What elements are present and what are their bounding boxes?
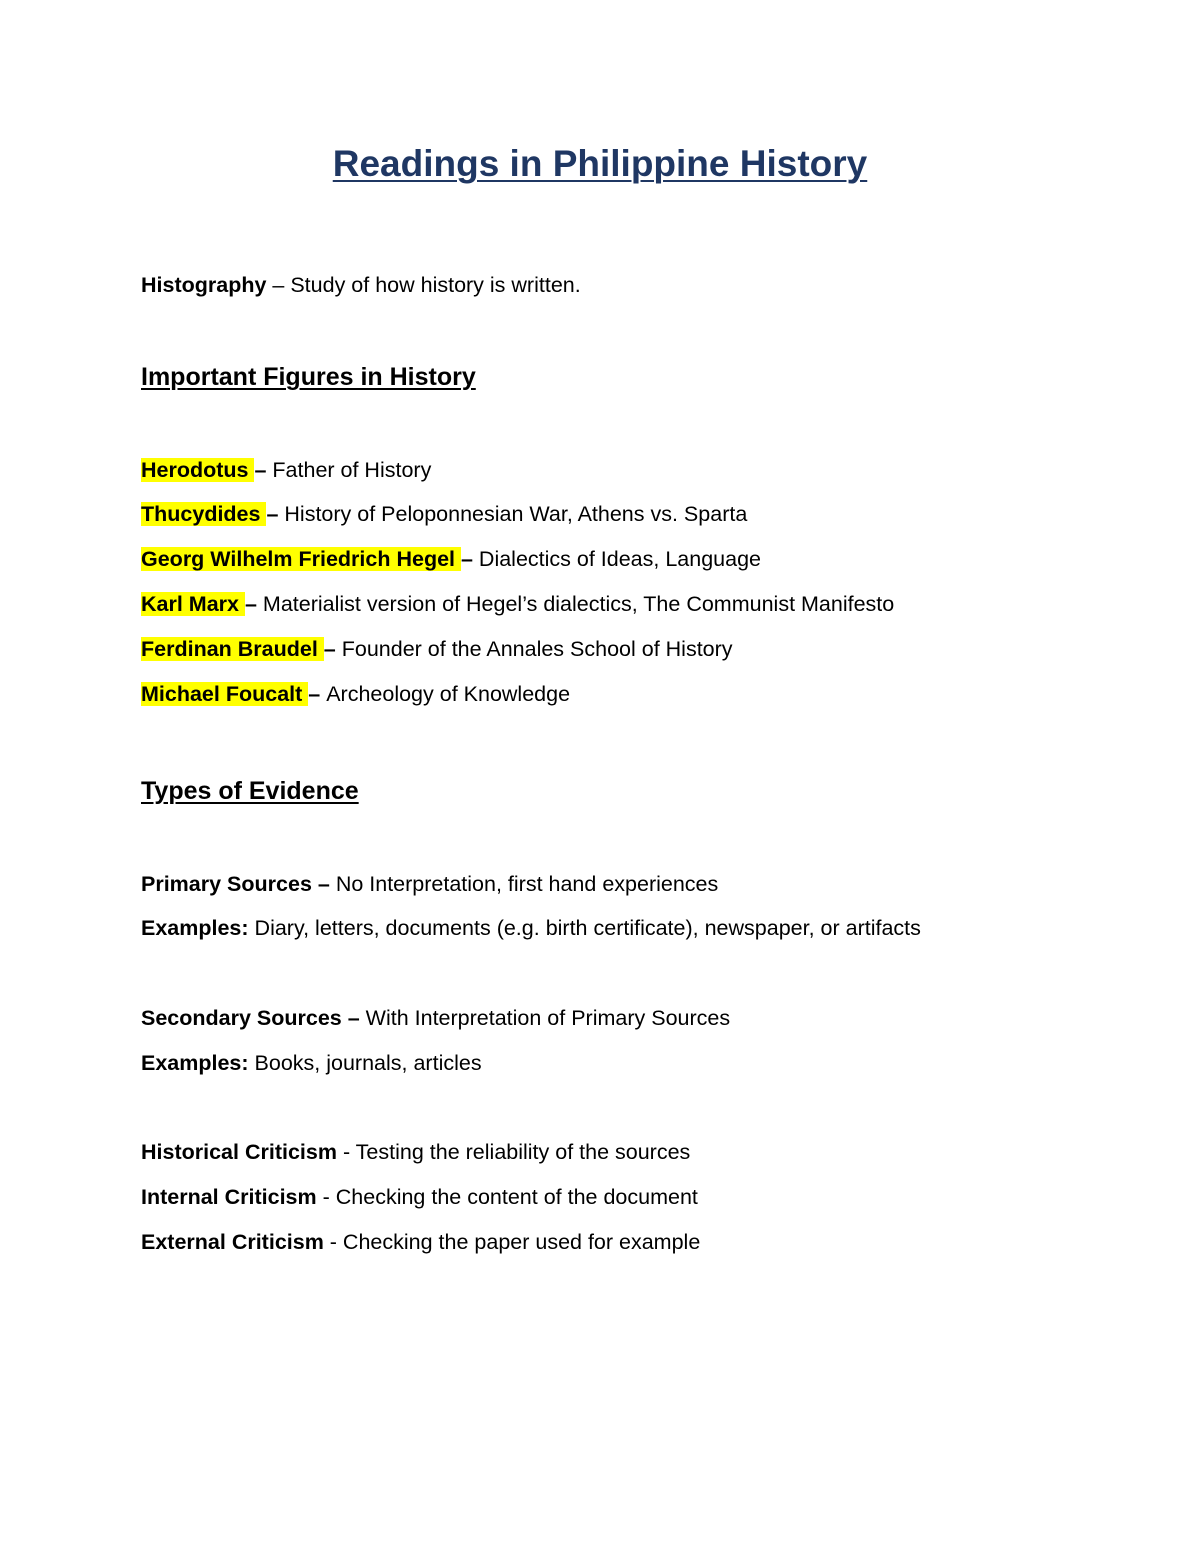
figure-dash: – xyxy=(323,637,342,661)
figure-dash: – xyxy=(244,592,263,616)
figure-item xyxy=(141,679,570,709)
secondary-sources-definition xyxy=(141,1003,730,1033)
criticism-definition: - Testing the reliability of the sources xyxy=(336,1140,691,1164)
figure-description: History of Peloponnesian War, Athens vs. Sparta xyxy=(284,502,748,526)
evidence-heading: Types of Evidence xyxy=(141,777,359,805)
figure-dash: – xyxy=(308,682,327,706)
figure-name: Ferdinan Braudel xyxy=(141,637,324,661)
figures-heading: Important Figures in History xyxy=(141,363,476,391)
figure-description: Founder of the Annales School of History xyxy=(341,637,733,661)
secondary-examples xyxy=(141,1048,482,1078)
criticism-term: External Criticism xyxy=(141,1230,324,1254)
figure-item xyxy=(141,634,733,664)
figure-description: Materialist version of Hegel’s dialectics, The Communist Manifesto xyxy=(262,592,895,616)
figure-name: Michael Foucalt xyxy=(141,682,309,706)
examples-text: Diary, letters, documents (e.g. birth certificate), newspaper, or artifacts xyxy=(248,916,921,940)
figure-description: Dialectics of Ideas, Language xyxy=(478,547,761,571)
criticism-term: Internal Criticism xyxy=(141,1185,317,1209)
figure-dash: – xyxy=(266,502,285,526)
examples-text: Books, journals, articles xyxy=(248,1051,482,1075)
figure-name: Herodotus xyxy=(141,458,255,482)
criticism-term: Historical Criticism xyxy=(141,1140,337,1164)
figure-name: Georg Wilhelm Friedrich Hegel xyxy=(141,547,461,571)
histography-text: – Study of how history is written. xyxy=(266,273,581,297)
figure-name: Thucydides xyxy=(141,502,267,526)
criticism-definition: - Checking the paper used for example xyxy=(323,1230,701,1254)
figure-item xyxy=(141,544,761,574)
figure-description: Archeology of Knowledge xyxy=(326,682,571,706)
criticism-item xyxy=(141,1182,698,1212)
primary-examples xyxy=(141,913,921,943)
figure-name: Karl Marx xyxy=(141,592,245,616)
figure-item xyxy=(141,455,431,485)
document-title xyxy=(0,140,1200,188)
figure-description: Father of History xyxy=(272,458,432,482)
figure-dash: – xyxy=(254,458,273,482)
primary-sources-text: No Interpretation, first hand experiences xyxy=(335,872,719,896)
figure-dash: – xyxy=(460,547,479,571)
title-text: Readings in Philippine History xyxy=(332,143,868,184)
criticism-item xyxy=(141,1227,700,1257)
secondary-sources-text: With Interpretation of Primary Sources xyxy=(365,1006,731,1030)
figure-item xyxy=(141,589,894,619)
histography-definition xyxy=(141,270,581,300)
primary-sources-term: Primary Sources – xyxy=(141,872,336,896)
criticism-definition: - Checking the content of the document xyxy=(316,1185,698,1209)
examples-label: Examples: xyxy=(141,1051,249,1075)
histography-term: Histography xyxy=(141,273,267,297)
figure-item xyxy=(141,499,747,529)
criticism-item xyxy=(141,1137,690,1167)
secondary-sources-term: Secondary Sources – xyxy=(141,1006,366,1030)
primary-sources-definition xyxy=(141,869,718,899)
examples-label: Examples: xyxy=(141,916,249,940)
